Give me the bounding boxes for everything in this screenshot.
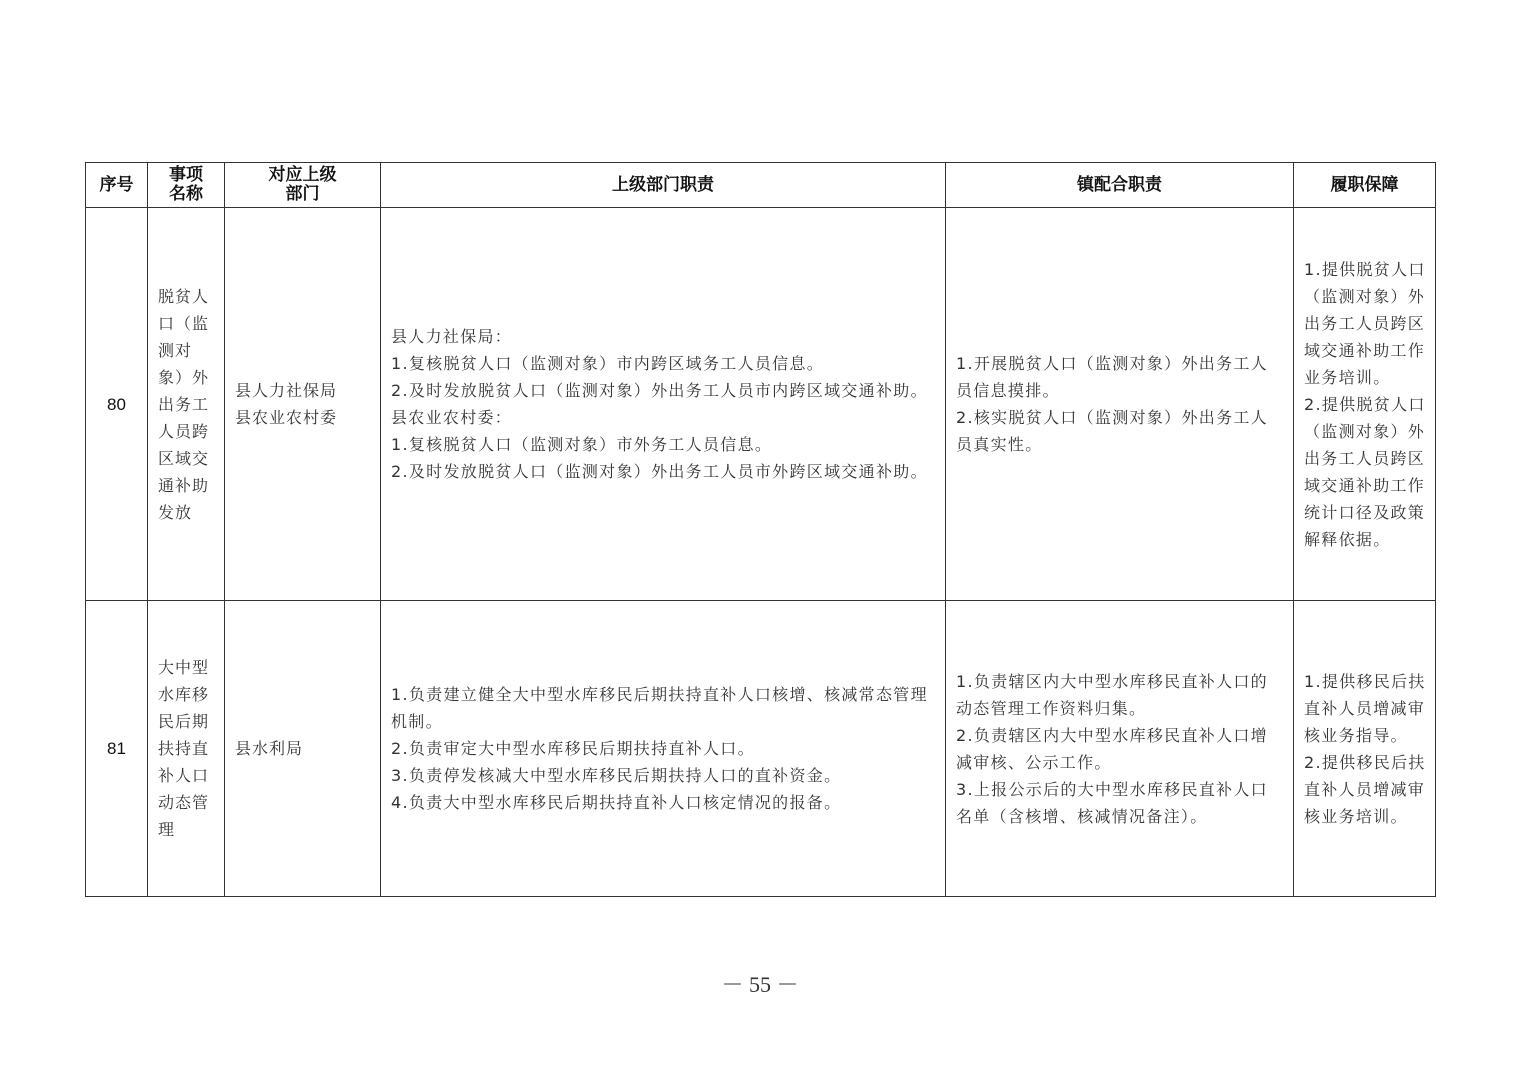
item-name-line: 通补助 <box>158 475 210 495</box>
table-header-row <box>86 163 1436 208</box>
row-town-duty <box>946 208 1294 601</box>
row-superior-dept <box>225 208 381 601</box>
duty-line: 3.负责停发核减大中型水库移民后期扶持人口的直补资金。 <box>391 766 842 785</box>
page-number: － 55 － <box>721 972 799 997</box>
duty-line: 县人力社保局： <box>391 327 513 346</box>
item-name-line: 出务工 <box>158 394 210 414</box>
duty-line: 县农业农村委： <box>391 408 513 427</box>
duty-line: 1.负责建立健全大中型水库移民后期扶持直补人口核增、核减常态管理机制。 <box>391 685 928 731</box>
town-duty-line: 2.核实脱贫人口（监测对象）外出务工人员真实性。 <box>956 408 1268 454</box>
item-name-line: 区域交 <box>158 448 210 468</box>
duty-line: 2.负责审定大中型水库移民后期扶持直补人口。 <box>391 739 755 758</box>
item-name-line: 动态管 <box>158 793 210 812</box>
duty-line: 1.复核脱贫人口（监测对象）市外务工人员信息。 <box>391 435 773 454</box>
item-name-line: 象）外 <box>158 367 210 387</box>
town-duty-line: 3.上报公示后的大中型水库移民直补人口名单（含核增、核减情况备注）。 <box>956 779 1268 826</box>
duty-line: 2.及时发放脱贫人口（监测对象）外出务工人员市内跨区域交通补助。 <box>391 381 928 400</box>
header-item-name-text: 事项名称 <box>169 165 203 204</box>
row-seq: 80 <box>86 208 148 601</box>
dept-line: 县农业农村委 <box>235 408 338 427</box>
duty-line: 2.及时发放脱贫人口（监测对象）外出务工人员市外跨区域交通补助。 <box>391 462 928 481</box>
header-superior-duty: 上级部门职责 <box>381 163 946 208</box>
duty-line: 4.负责大中型水库移民后期扶持直补人口核定情况的报备。 <box>391 793 842 812</box>
header-seq: 序号 <box>86 163 148 208</box>
item-name-line: 人员跨 <box>158 421 210 441</box>
town-duty-line: 2.负责辖区内大中型水库移民直补人口增减审核、公示工作。 <box>956 725 1268 772</box>
row-superior-duty <box>381 208 946 601</box>
guarantee-line: 1.提供脱贫人口（监测对象）外出务工人员跨区域交通补助工作业务培训。 <box>1304 259 1426 387</box>
dept-line: 县人力社保局 <box>235 381 338 400</box>
row-seq: 81 <box>86 601 148 897</box>
header-item-name <box>148 163 225 208</box>
row-item-name <box>148 601 225 897</box>
item-name-line: 发放 <box>158 502 193 522</box>
item-name-line: 扶持直 <box>158 739 210 758</box>
item-name-line: 测对 <box>158 340 193 360</box>
header-guarantee: 履职保障 <box>1294 163 1436 208</box>
guarantee-line: 1.提供移民后扶直补人员增减审核业务指导。 <box>1304 671 1426 745</box>
item-name-line: 理 <box>158 820 176 839</box>
header-town-duty: 镇配合职责 <box>946 163 1294 208</box>
item-name-line: 脱贫人 <box>158 286 210 306</box>
item-name-line: 补人口 <box>158 766 210 785</box>
item-name-line: 水库移 <box>158 685 210 704</box>
dept-line: 县水利局 <box>235 739 304 758</box>
row-town-duty <box>946 601 1294 897</box>
row-guarantee <box>1294 601 1436 897</box>
header-superior-dept-text: 对应上级部门 <box>268 165 337 204</box>
duty-line: 1.复核脱贫人口（监测对象）市内跨区域务工人员信息。 <box>391 354 825 373</box>
town-duty-line: 1.开展脱贫人口（监测对象）外出务工人员信息摸排。 <box>956 354 1268 400</box>
table-row <box>86 601 1436 897</box>
item-name-line: 大中型 <box>158 658 210 677</box>
table-row <box>86 208 1436 601</box>
guarantee-line: 2.提供移民后扶直补人员增减审核业务培训。 <box>1304 752 1426 826</box>
header-superior-dept <box>225 163 381 208</box>
town-duty-line: 1.负责辖区内大中型水库移民直补人口的动态管理工作资料归集。 <box>956 671 1268 718</box>
row-item-name <box>148 208 225 601</box>
item-name-line: 民后期 <box>158 712 210 731</box>
duty-table <box>85 162 1436 897</box>
row-guarantee <box>1294 208 1436 601</box>
row-superior-duty <box>381 601 946 897</box>
row-superior-dept <box>225 601 381 897</box>
item-name-line: 口（监 <box>158 313 210 333</box>
guarantee-line: 2.提供脱贫人口（监测对象）外出务工人员跨区域交通补助工作统计口径及政策解释依据。 <box>1304 394 1426 549</box>
